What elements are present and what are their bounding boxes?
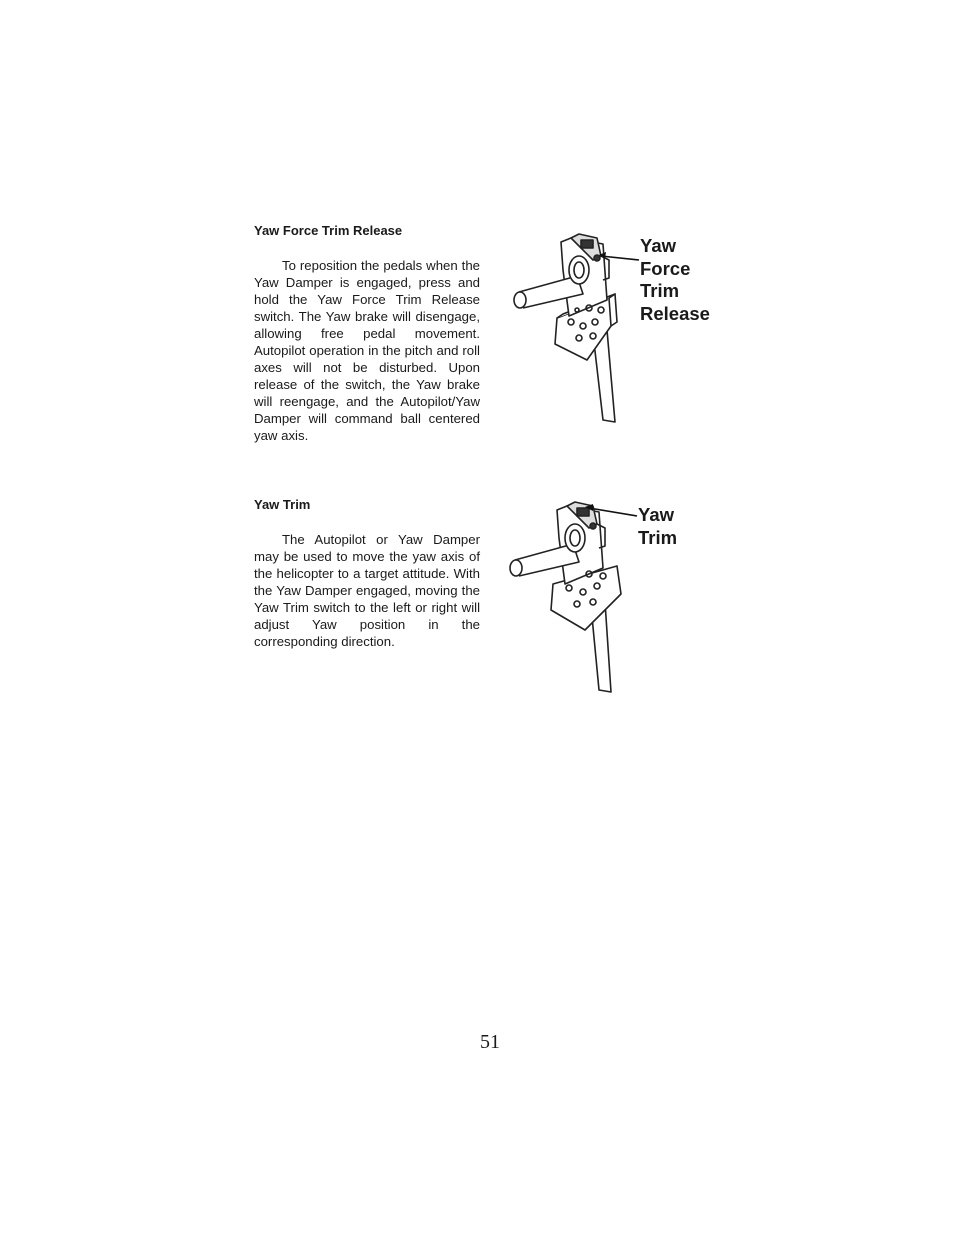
section-heading-yaw-trim: Yaw Trim xyxy=(254,497,311,512)
page-number: 51 xyxy=(480,1031,500,1053)
callout-line: Trim xyxy=(640,280,680,302)
callout-line: Trim xyxy=(638,526,678,548)
callout-line: Release xyxy=(640,302,710,324)
control-grip-illustration-force-trim xyxy=(505,230,645,430)
callout-line: Force xyxy=(640,257,691,279)
section-body-yaw-force-trim-release: To reposition the pedals when the Yaw Damper is engaged, press and hold the Yaw Force Trim Release switch. The Yaw brake will disengage, allowing free pedal movement. Autopilot operation in the pitch and roll axes will not be disturbed. Upon release of the switch, the Yaw brake will reengage, and the Autopilot/Yaw Damper will command ball centered yaw axis. xyxy=(254,258,480,443)
callout-yaw-trim xyxy=(638,504,677,549)
section-heading-yaw-force-trim-release: Yaw Force Trim Release xyxy=(254,223,403,238)
callout-line: Yaw xyxy=(640,235,676,256)
callout-yaw-force-trim-release xyxy=(640,235,710,325)
section-body-yaw-trim: The Autopilot or Yaw Damper may be used to move the yaw axis of the helicopter to a target attitude. With the Yaw Damper engaged, moving the Yaw Trim switch to the left or right will adjust Yaw position in the corresponding direction. xyxy=(254,532,480,649)
control-grip-illustration-yaw-trim xyxy=(505,498,645,698)
callout-line: Yaw xyxy=(638,504,674,525)
